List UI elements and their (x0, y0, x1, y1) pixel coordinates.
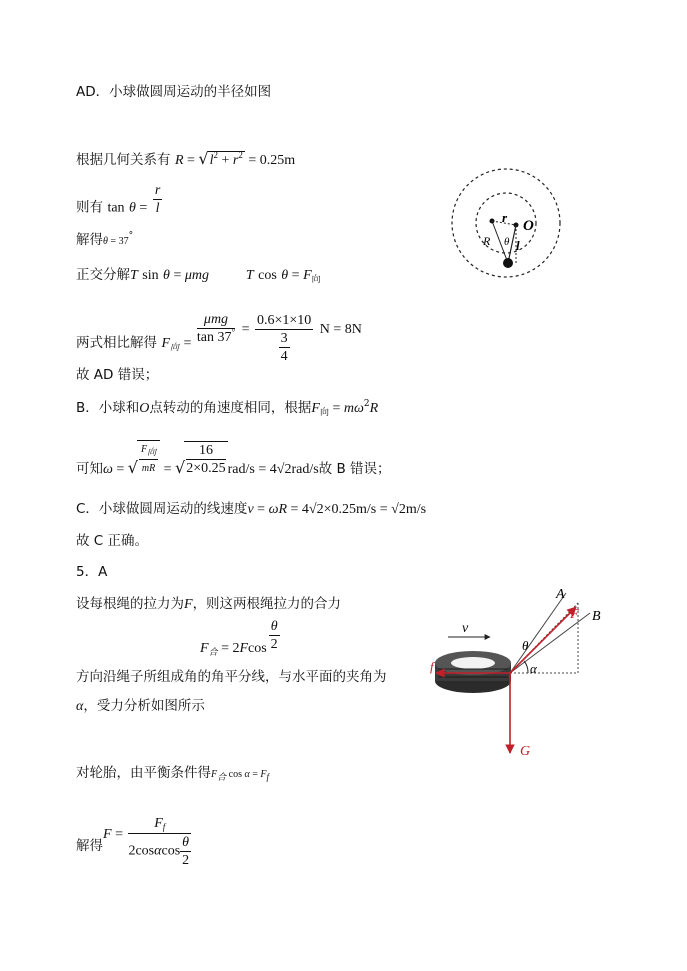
tire-icon (435, 651, 511, 693)
tan-line: 则有 tan θ = $\frac{r}{l}$ (76, 183, 161, 216)
c-correct-line: 故 C 正确。 (76, 533, 149, 549)
tire-figure (428, 585, 618, 770)
svg-text:G: G (520, 744, 531, 759)
svg-text:θ: θ (504, 236, 510, 248)
rope-line: 设每根绳的拉力为F，则这两根绳拉力的合力 (76, 596, 342, 612)
svg-text:α: α (530, 661, 537, 676)
svg-text:F: F (570, 607, 579, 622)
final-formula: 解得F = $F_f$ 2cosαcos $\frac{\theta}{2}$ (76, 816, 190, 868)
svg-text:θ: θ (522, 638, 529, 653)
circle-figure (430, 165, 570, 285)
svg-text:O: O (523, 218, 534, 234)
direction-line: 方向沿绳子所组成角的角平分线，与水平面的夹角为 (76, 669, 387, 685)
b-line: B．小球和O点转动的角速度相同，根据$F_向 = m\omega^2R$ (76, 399, 379, 418)
ball (503, 258, 513, 268)
ad-wrong-line: 故 AD 错误； (76, 367, 159, 383)
svg-text:r: r (502, 210, 508, 225)
c-line: C．小球做圆周运动的线速度v = ωR = 4√2×0.25m/s = √2m/s (76, 501, 427, 517)
svg-text:A: A (556, 587, 565, 602)
ratio-line: 两式相比解得 $F_向$ = $\frac{\text{μmg}}{\tan 37^\circ}$ = $\frac{0.6\times 1\times 10}{\frac{3}{4}}$ N = 8N (76, 311, 362, 364)
alpha-line: α，受力分析如图所示 (76, 698, 205, 714)
tire-balance-line: 对轮胎，由平衡条件得F合 cos α = Ff (76, 765, 269, 783)
solve-angle-line: 解得θ = 37° (76, 231, 134, 248)
svg-text:R: R (483, 234, 491, 248)
force-F-arrow (510, 607, 576, 673)
svg-text:v: v (462, 621, 469, 636)
svg-text:f: f (430, 659, 434, 674)
resultant-formula: $F_合 = 2Fcos$ $\frac{\theta}{2}$ (200, 619, 278, 658)
svg-text:B: B (592, 609, 601, 624)
ad-title: AD．小球做圆周运动的半径如图 (76, 84, 272, 100)
geometry-line: 根据几何关系有 $R = √l^2 + r^2 = 0.25m$ (76, 149, 296, 168)
rope-a (510, 593, 566, 673)
omega-line: 可知ω = √ $\frac{\text{F向}}{mR}$ = √ $\frac{16}{2\times 0.25}$ rad/s = 4√2rad/s故 B 错误； (76, 440, 391, 480)
svg-text:l: l (516, 238, 520, 253)
q5-answer: 5．A (76, 564, 108, 580)
ortho-line: 正交分解T sin θ = μmg T $\cos \theta = F_向$ (76, 267, 321, 285)
